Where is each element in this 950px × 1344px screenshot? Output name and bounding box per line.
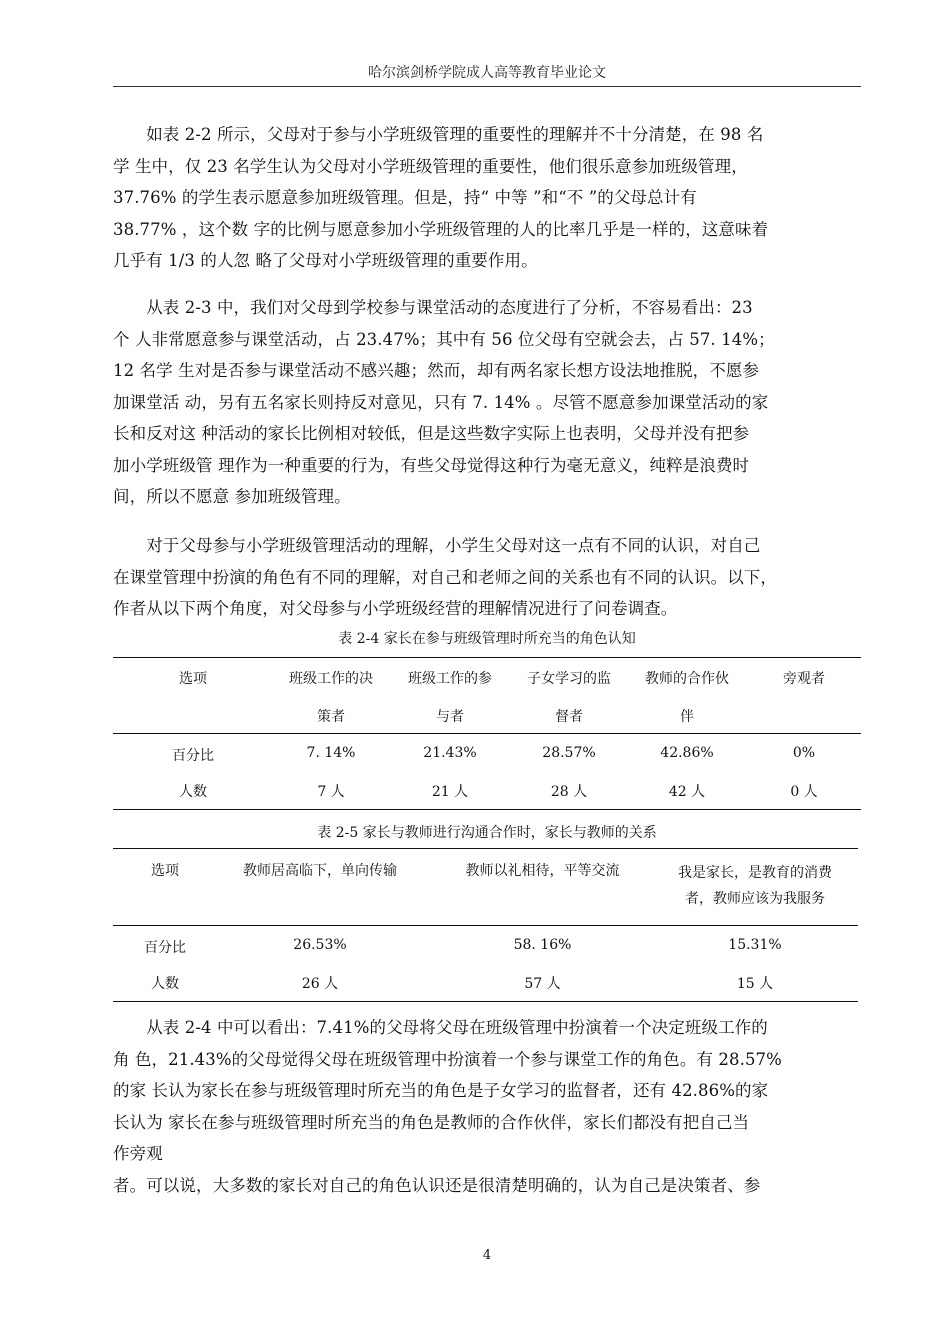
table-row-label: 百分比: [172, 748, 214, 764]
paragraph-line: 个 人非常愿意参与课堂活动，占 23.47%；其中有 56 位父母有空就会去，占 57. 14%；: [113, 329, 775, 349]
paragraph-line: 学 生中，仅 23 名学生认为父母对小学班级管理的重要性，他们很乐意参加班级管理，: [113, 156, 748, 176]
paragraph-line: 作者从以下两个角度，对父母参与小学班级经营的理解情况进行了问卷调查。: [113, 599, 678, 618]
table-cell: 28 人: [550, 784, 588, 800]
table-cell: 15 人: [736, 976, 774, 992]
table-cell: 7. 14%: [306, 745, 356, 761]
table-cell: 15.31%: [728, 937, 782, 953]
paragraph-line: 几乎有 1/3 的人忽 略了父母对小学班级管理的重要作用。: [113, 251, 538, 270]
table-mid-rule: [113, 925, 858, 926]
paragraph-line: 从表 2-4 中可以看出：7.41%的父母将父母在班级管理中扮演着一个决定班级工作的: [113, 1018, 768, 1037]
paragraph-line: 如表 2-2 所示，父母对于参与小学班级管理的重要性的理解并不十分清楚，在 98 名: [113, 125, 764, 144]
table-header-cell: 教师居高临下，单向传输: [243, 863, 397, 879]
paragraph-4: [113, 1012, 865, 1201]
table-header-cell: 督者: [555, 709, 583, 725]
table-header-cell: 我是家长，是教育的消费: [678, 865, 832, 881]
table-cell: 42 人: [668, 784, 706, 800]
table-cell: 0%: [792, 745, 816, 761]
table-header-cell: 策者: [317, 709, 345, 725]
header-rule: [113, 86, 861, 87]
table-caption: 表 2-4 家长在参与班级管理时所充当的角色认知: [338, 631, 636, 647]
paragraph-3: [113, 530, 865, 625]
table-row-label: 百分比: [144, 940, 186, 956]
table-header-cell: 班级工作的参: [408, 671, 492, 687]
table-header-cell: 选项: [179, 671, 207, 687]
table-header-cell: 者，教师应该为我服务: [685, 891, 825, 907]
table-header-cell: 教师以礼相待，平等交流: [465, 863, 620, 879]
paragraph-1: [113, 119, 865, 277]
table-header-cell: 旁观者: [783, 671, 825, 687]
paragraph-line: 的家 长认为家长在参与班级管理时所充当的角色是子女学习的监督者，还有 42.86%的家: [113, 1081, 769, 1100]
table-header-cell: 子女学习的监: [527, 671, 611, 687]
table-cell: 0 人: [790, 784, 818, 800]
table-cell: 21.43%: [423, 745, 477, 761]
table-top-rule: [113, 848, 858, 849]
paragraph-line: 间，所以不愿意 参加班级管理。: [113, 487, 351, 506]
paragraph-line: 12 名学 生对是否参与课堂活动不感兴趣；然而，却有两名家长想方设法地推脱，不愿参: [113, 361, 760, 380]
paragraph-line: 对于父母参与小学班级管理活动的理解，小学生父母对这一点有不同的认识，对自己: [113, 536, 761, 555]
table-header-cell: 伴: [680, 709, 694, 725]
paragraph-line: 角 色，21.43%的父母觉得父母在班级管理中扮演着一个参与课堂工作的角色。有 28.57%: [113, 1049, 782, 1069]
paragraph-line: 38.77% ，这个数 字的比例与愿意参加小学班级管理的人的比率几乎是一样的，这意味着: [113, 219, 769, 239]
table-cell: 26.53%: [293, 937, 347, 953]
paragraph-line: 从表 2-3 中，我们对父母到学校参与课堂活动的态度进行了分析，不容易看出：23: [113, 298, 753, 317]
table-top-rule: [113, 657, 861, 658]
paragraph-line: 长认为 家长在参与班级管理时所充当的角色是教师的合作伙伴，家长们都没有把自己当: [113, 1112, 750, 1132]
table-row-label: 人数: [179, 784, 207, 800]
table-header-cell: 教师的合作伙: [645, 671, 729, 687]
paragraph-line: 加小学班级管 理作为一种重要的行为，有些父母觉得这种行为毫无意义，纯粹是浪费时: [113, 455, 750, 475]
table-cell: 58. 16%: [513, 937, 572, 953]
paragraph-line: 长和反对这 种活动的家长比例相对较低，但是这些数字实际上也表明，父母并没有把参: [113, 424, 750, 443]
table-caption: 表 2-5 家长与教师进行沟通合作时，家长与教师的关系: [317, 825, 657, 841]
table-header-cell: 选项: [151, 863, 179, 879]
paragraph-line: 在课堂管理中扮演的角色有不同的理解，对自己和老师之间的关系也有不同的认识。以下，: [113, 567, 777, 587]
table-bottom-rule: [113, 809, 861, 810]
table-cell: 26 人: [301, 976, 339, 992]
paragraph-2: [113, 292, 865, 513]
table-cell: 7 人: [317, 784, 345, 800]
table-mid-rule: [113, 733, 861, 734]
table-cell: 42.86%: [660, 745, 714, 761]
table-bottom-rule: [113, 1001, 858, 1002]
table-row-label: 人数: [151, 976, 179, 992]
running-header: 哈尔滨剑桥学院成人高等教育毕业论文: [368, 65, 606, 81]
table-cell: 21 人: [431, 784, 469, 800]
table-header-cell: 与者: [436, 709, 464, 725]
table-cell: 28.57%: [542, 745, 596, 761]
paragraph-line: 加课堂活 动，另有五名家长则持反对意见，只有 7. 14% 。尽管不愿意参加课堂活动的家: [113, 392, 769, 412]
page-number: 4: [482, 1248, 492, 1263]
table-cell: 57 人: [524, 976, 561, 992]
paragraph-line: 37.76% 的学生表示愿意参加班级管理。但是，持“ 中等 ”和“不 ”的父母总计有: [113, 188, 697, 207]
paragraph-line: 作旁观: [113, 1144, 163, 1163]
table-header-cell: 班级工作的决: [289, 671, 373, 687]
paragraph-line: 者。可以说，大多数的家长对自己的角色认识还是很清楚明确的，认为自己是决策者、参: [113, 1175, 761, 1195]
